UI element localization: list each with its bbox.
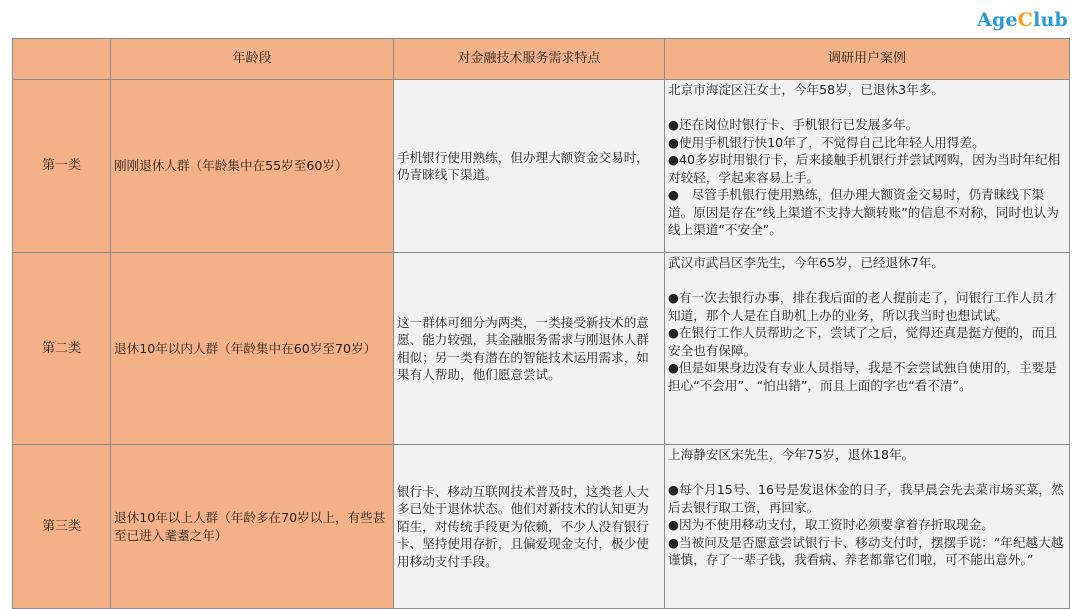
case-point: ●40多岁时用银行卡，后来接触手机银行并尝试网购，因为当时年纪相对较轻，学起来容易上手。 [668,152,1061,185]
case-point: ●因为不使用移动支付，取工资时必须要拿着存折取现金。 [668,517,994,532]
case-title: 武汉市武昌区李先生，今年65岁，已经退休7年。 [668,255,944,270]
case-cell [665,445,1070,609]
survey-table [12,38,1070,609]
age-group-cell: 刚刚退休人群（年龄集中在55岁至60岁） [111,80,394,253]
case-cell [665,253,1070,445]
category-cell: 第三类 [13,445,111,609]
case-point: ●但是如果身边没有专业人员指导，我是不会尝试独自使用的，主要是担心“不会用”、“怕出错”，而且上面的字也“看不清”。 [668,360,1057,393]
case-point: ● 尽管手机银行使用熟练，但办理大额资金交易时，仍青睐线下渠道。原因是存在“线上渠道不支持大额转账”的信息不对称，同时也认为线上渠道“不安全”。 [668,187,1059,237]
case-title: 北京市海淀区汪女士，今年58岁，已退休3年多。 [668,82,944,97]
case-title: 上海静安区宋先生，今年75岁，退休18年。 [668,447,915,462]
needs-cell: 银行卡、移动互联网技术普及时，这类老人大多已处于退休状态。他们对新技术的认知更为陌生，对传统手段更为依赖，不少人没有银行卡、坚持使用存折，且偏爱现金支付，极少使用移动支付手段。 [394,445,665,609]
table-row [13,445,1070,609]
case-point: ●在银行工作人员帮助之下，尝试了之后，觉得还真是挺方便的，而且安全也有保障。 [668,325,1057,358]
needs-cell: 手机银行使用熟练，但办理大额资金交易时，仍青睐线下渠道。 [394,80,665,253]
needs-cell: 这一群体可细分为两类，一类接受新技术的意愿、能力较强，其金融服务需求与刚退休人群相似；另一类有潜在的智能技术运用需求，如果有人帮助，他们愿意尝试。 [394,253,665,445]
ageclub-logo: AgeClub [977,9,1068,31]
header-cases: 调研用户案例 [665,39,1070,80]
header-blank [13,39,111,80]
case-point: ●有一次去银行办事，排在我后面的老人提前走了，问银行工作人员才知道，那个人是在自助机上办的业务，所以我当时也想试试。 [668,290,1057,323]
age-group-cell: 退休10年以上人群（年龄多在70岁以上，有些甚至已进入耄耋之年） [111,445,394,609]
case-point: ●使用手机银行快10年了，不觉得自己比年轻人用得差。 [668,134,985,150]
case-point: ●还在岗位时银行卡、手机银行已发展多年。 [668,117,919,132]
category-cell: 第一类 [13,80,111,253]
header-age-group: 年龄段 [111,39,394,80]
header-needs: 对金融技术服务需求特点 [394,39,665,80]
table-row [13,80,1070,253]
case-point: ●当被问及是否愿意尝试银行卡、移动支付时，摆摆手说：“年纪越大越谨慎，存了一辈子钱，我看病、养老都靠它们啦，可不能出意外。” [668,534,1064,567]
header-row [13,39,1070,80]
case-point: ●每个月15号、16号是发退休金的日子，我早晨会先去菜市场买菜，然后去银行取工资，再回家。 [668,482,1064,515]
case-cell [665,80,1070,253]
age-group-cell: 退休10年以内人群（年龄集中在60岁至70岁） [111,253,394,445]
table-row [13,253,1070,445]
category-cell: 第二类 [13,253,111,445]
